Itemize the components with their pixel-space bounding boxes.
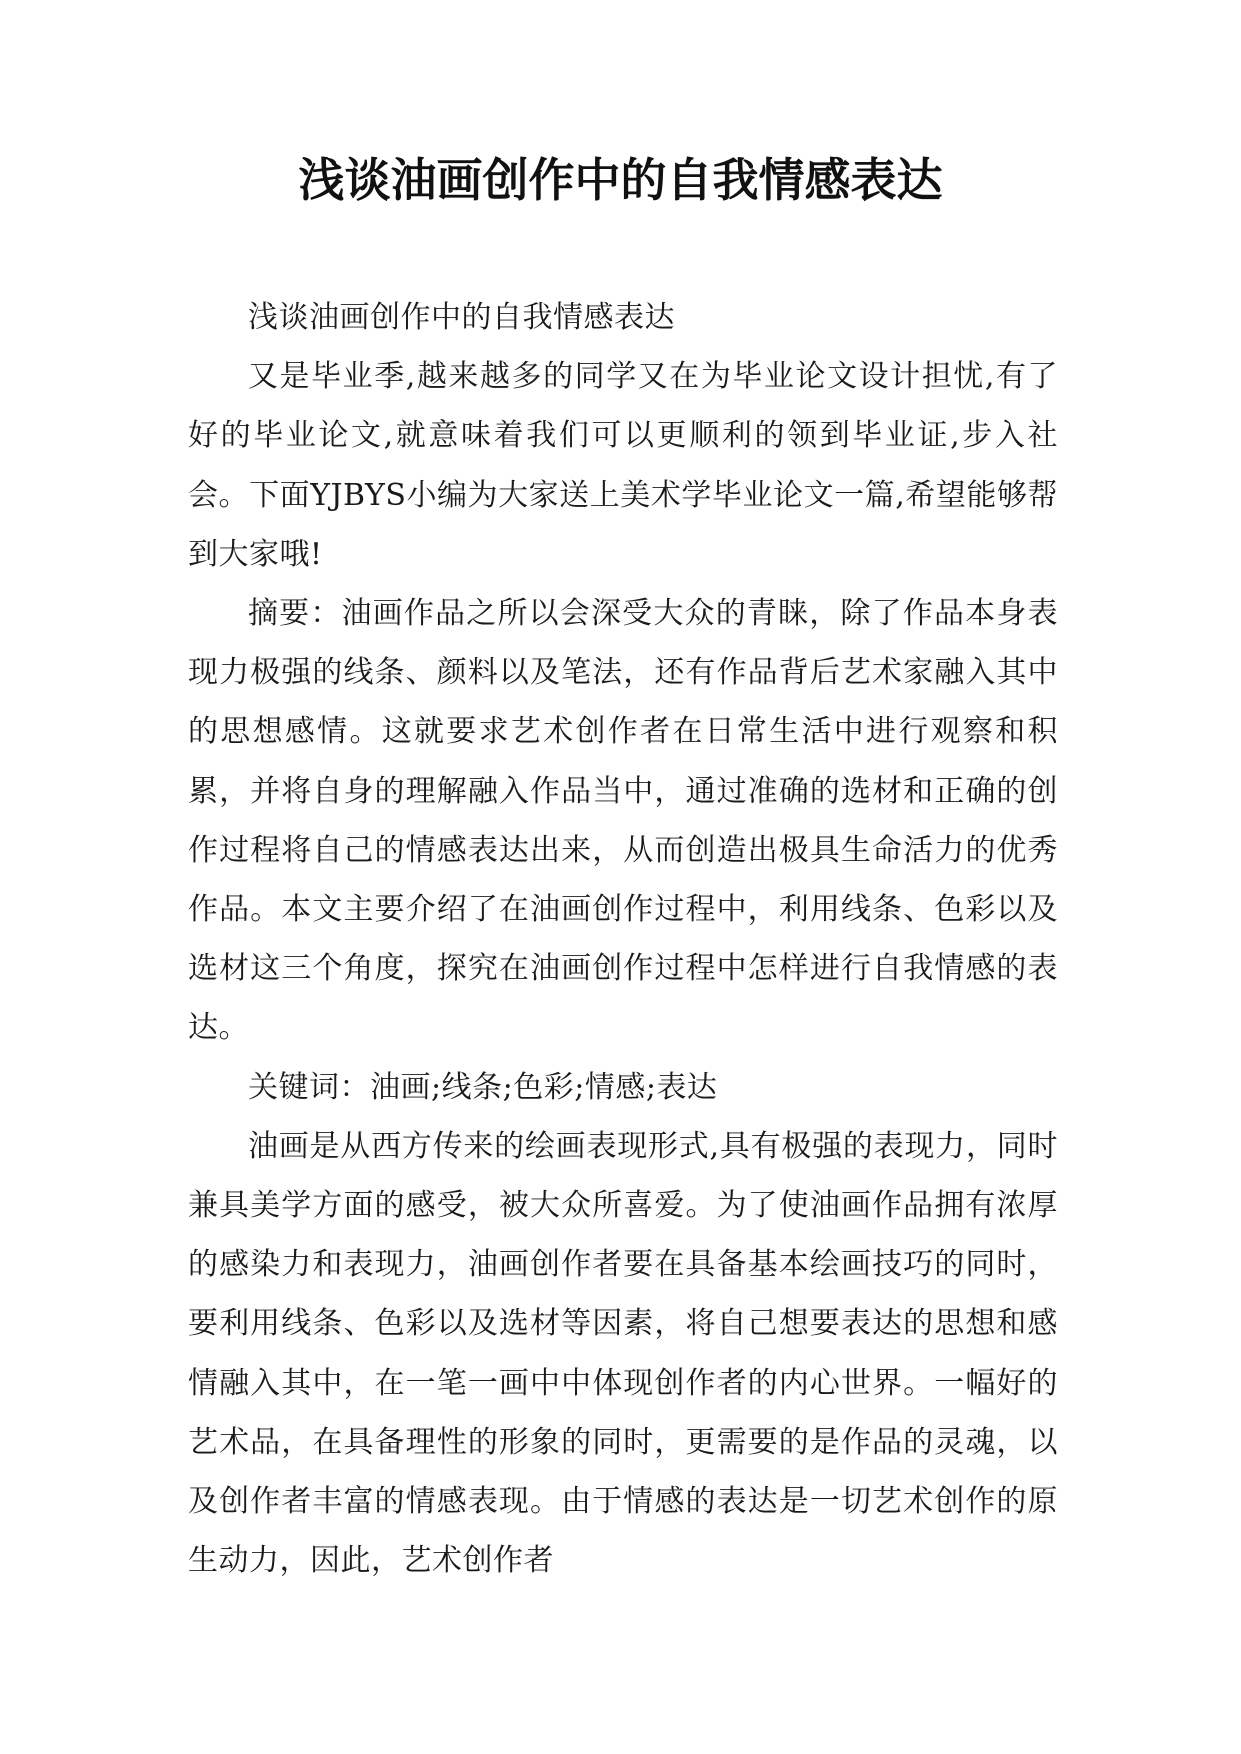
document-title: 浅谈油画创作中的自我情感表达 [298,153,943,207]
paragraph-abstract: 摘要：油画作品之所以会深受大众的青睐，除了作品本身表现力极强的线条、颜料以及笔法，还有作品背后艺术家融入其中的思想感情。这就要求艺术创作者在日常生活中进行观察和积累，并将自身的理解融入作品当中，通过准确的选材和正确的创作过程将自己的情感表达出来，从而创造出极具生命活力的优秀作品。本文主要介绍了在油画创作过程中，利用线条、色彩以及选材这三个角度，探究在油画创作过程中怎样进行自我情感的表达。 [188,596,1058,1046]
paragraph-intro: 又是毕业季,越来越多的同学又在为毕业论文设计担忧,有了好的毕业论文,就意味着我们可以更顺利的领到毕业证,步入社会。下面YJBYS小编为大家送上美术学毕业论文一篇,希望能够帮到大家哦! [188,359,1058,572]
paragraph-main: 油画是从西方传来的绘画表现形式,具有极强的表现力，同时兼具美学方面的感受，被大众所喜爱。为了使油画作品拥有浓厚的感染力和表现力，油画创作者要在具备基本绘画技巧的同时，要利用线条、色彩以及选材等因素，将自己想要表达的思想和感情融入其中，在一笔一画中中体现创作者的内心世界。一幅好的艺术品，在具备理性的形象的同时，更需要的是作品的灵魂，以及创作者丰富的情感表现。由于情感的表达是一切艺术创作的原生动力，因此，艺术创作者 [188,1128,1058,1579]
paragraph-subtitle: 浅谈油画创作中的自我情感表达 [248,300,675,335]
paragraph-keywords: 关键词：油画;线条;色彩;情感;表达 [248,1069,718,1105]
document-body [188,288,1058,1590]
